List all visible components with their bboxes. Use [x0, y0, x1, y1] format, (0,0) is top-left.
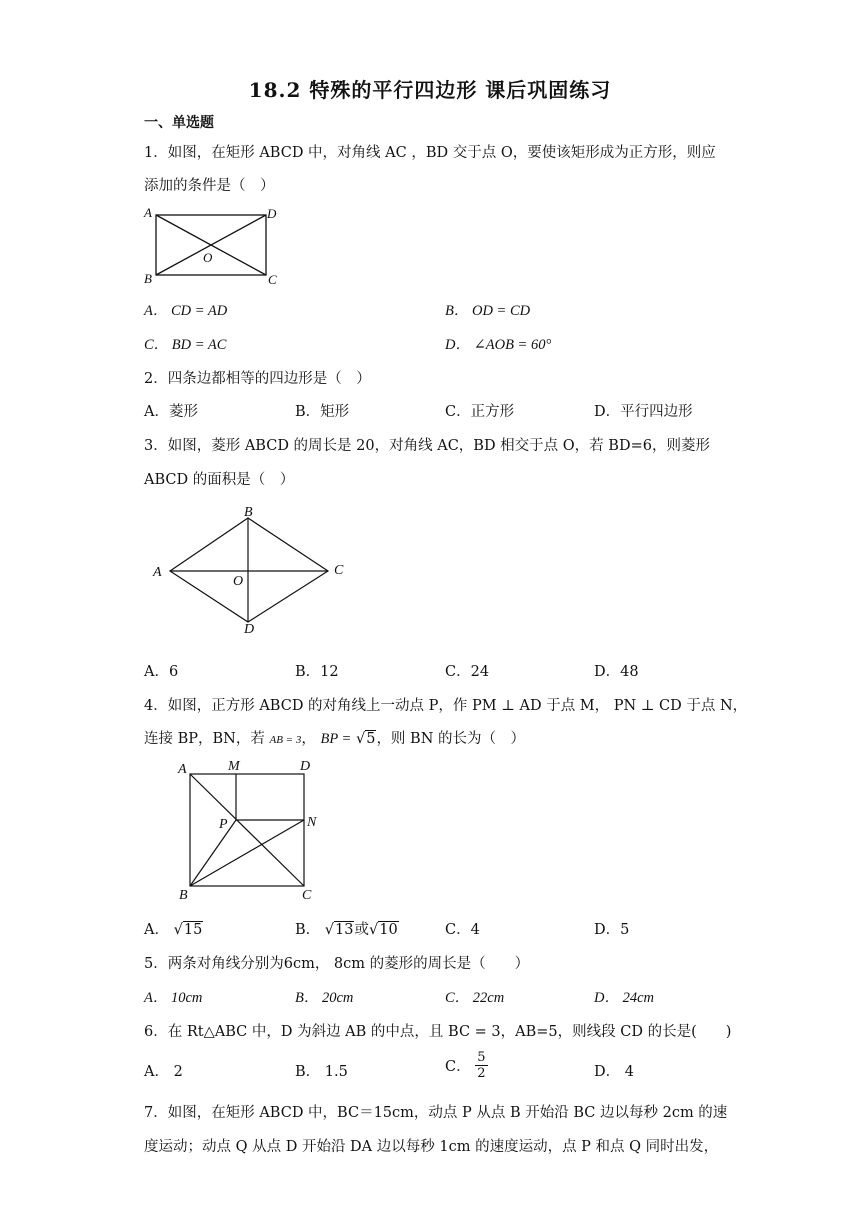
q3-option-c[interactable]: C．24 [445, 664, 490, 680]
q1-label-c: C [268, 272, 277, 286]
q4-option-b[interactable] [295, 918, 399, 939]
q4-label-b: B [179, 888, 188, 903]
q3-text-line2: ABCD 的面积是（ ） [144, 472, 295, 488]
q4-option-a-sqrt: √15 [173, 922, 203, 938]
q4-sqrt5-radicand: 5 [366, 731, 376, 747]
q4-label-d: D [300, 759, 311, 774]
q1-option-a[interactable]: A． CD = AD [144, 303, 228, 319]
q2-option-a[interactable]: A．菱形 [144, 404, 198, 420]
q6-text-line1: 6．在 Rt△ABC 中，D 为斜边 AB 的中点，且 BC = 3，AB=5，则线段 CD 的长是( ) [144, 1024, 732, 1040]
q6-option-c-numerator: 5 [477, 1050, 486, 1065]
q4-ab-equation: AB = 3 [269, 734, 302, 746]
page-title: 18.2 特殊的平行四边形 课后巩固练习 [248, 78, 612, 102]
q6-option-c-fraction [475, 1050, 487, 1081]
q4-option-b-prefix: B． [295, 922, 321, 938]
q6-option-c-prefix: C． [445, 1059, 471, 1075]
q6-option-a[interactable]: A． 2 [144, 1064, 183, 1080]
q3-rhombus-figure [146, 504, 356, 636]
q3-label-o: O [233, 574, 244, 589]
q4-option-a[interactable] [144, 918, 203, 939]
q1-label-o: O [203, 250, 213, 265]
q4-option-a-radicand: 15 [183, 922, 203, 938]
q4-bp-label: BP = [320, 731, 352, 747]
q4-line2-part3: ，则 BN 的长为（ ） [376, 731, 525, 747]
q4-option-b-or: 或 [354, 922, 369, 938]
q4-label-p: P [219, 817, 228, 832]
q3-label-a: A [153, 565, 162, 580]
q6-option-c[interactable] [445, 1050, 488, 1081]
q6-option-b[interactable]: B． 1.5 [295, 1064, 348, 1080]
q7-text-line2: 度运动；动点 Q 从点 D 开始沿 DA 边以每秒 1cm 的速度运动，点 P 和点 Q 同时出发， [144, 1139, 719, 1155]
q1-rectangle-figure [140, 204, 290, 286]
q5-option-b[interactable]: B． 20cm [295, 990, 354, 1006]
q5-option-c[interactable]: C． 22cm [445, 990, 505, 1006]
q7-text-line1: 7．如图，在矩形 ABCD 中，BC＝15cm，动点 P 从点 B 开始沿 BC 边以每秒 2cm 的速 [144, 1105, 728, 1121]
q4-option-b-radicand2: 10 [379, 922, 398, 938]
q4-sqrt5: √5 [355, 731, 376, 747]
q4-option-d[interactable]: D．5 [594, 922, 630, 938]
q3-text-line1: 3．如图，菱形 ABCD 的周长是 20，对角线 AC，BD 相交于点 O，若 BD=6，则菱形 [144, 438, 710, 454]
q5-text-line1: 5．两条对角线分别为6cm， 8cm 的菱形的周长是（ ） [144, 956, 530, 972]
q2-text-line1: 2．四条边都相等的四边形是（ ） [144, 371, 371, 387]
section-heading: 一、单选题 [144, 115, 214, 131]
q3-option-d[interactable]: D．48 [594, 664, 639, 680]
q4-option-b-sqrt2: √10 [368, 922, 398, 938]
q4-text-line1: 4．如图，正方形 ABCD 的对角线上一动点 P，作 PM ⊥ AD 于点 M， PN ⊥ CD 于点 N， [144, 698, 748, 714]
q3-option-b[interactable]: B．12 [295, 664, 339, 680]
q1-option-d[interactable]: D． ∠AOB = 60° [445, 337, 552, 353]
q6-option-c-denominator: 2 [477, 1066, 486, 1081]
q1-option-c[interactable]: C． BD = AC [144, 337, 227, 353]
q4-label-n: N [307, 815, 317, 830]
q6-option-d[interactable]: D． 4 [594, 1064, 634, 1080]
q5-option-d[interactable]: D． 24cm [594, 990, 655, 1006]
q1-text-line2: 添加的条件是（ ） [144, 178, 275, 194]
q1-label-b: B [144, 271, 152, 286]
q2-option-b[interactable]: B．矩形 [295, 404, 350, 420]
q4-line2-part1: 连接 BP，BN，若 [144, 731, 265, 747]
q4-option-a-prefix: A． [144, 922, 169, 938]
q4-label-c: C [302, 888, 312, 903]
q3-label-b: B [244, 505, 253, 520]
q4-option-b-sqrt1: √13 [324, 922, 354, 938]
q5-option-a[interactable]: A． 10cm [144, 990, 203, 1006]
q3-label-c: C [334, 563, 344, 578]
q4-text-line2 [144, 727, 525, 748]
q4-line2-comma: ， [301, 731, 316, 747]
q3-option-a[interactable]: A．6 [144, 664, 179, 680]
q4-option-b-radicand1: 13 [335, 922, 354, 938]
q2-option-d[interactable]: D．平行四边形 [594, 404, 693, 420]
q4-option-c[interactable]: C．4 [445, 922, 480, 938]
q4-label-a: A [178, 762, 187, 777]
q1-label-a: A [144, 205, 152, 220]
q2-option-c[interactable]: C．正方形 [445, 404, 515, 420]
q1-text-line1: 1．如图，在矩形 ABCD 中，对角线 AC ，BD 交于点 O，要使该矩形成为正方形，则应 [144, 145, 716, 161]
q4-square-figure [170, 756, 330, 904]
q1-option-b[interactable]: B． OD = CD [445, 303, 531, 319]
q1-label-d: D [267, 206, 277, 221]
q3-label-d: D [244, 622, 255, 636]
q4-label-m: M [228, 759, 240, 774]
